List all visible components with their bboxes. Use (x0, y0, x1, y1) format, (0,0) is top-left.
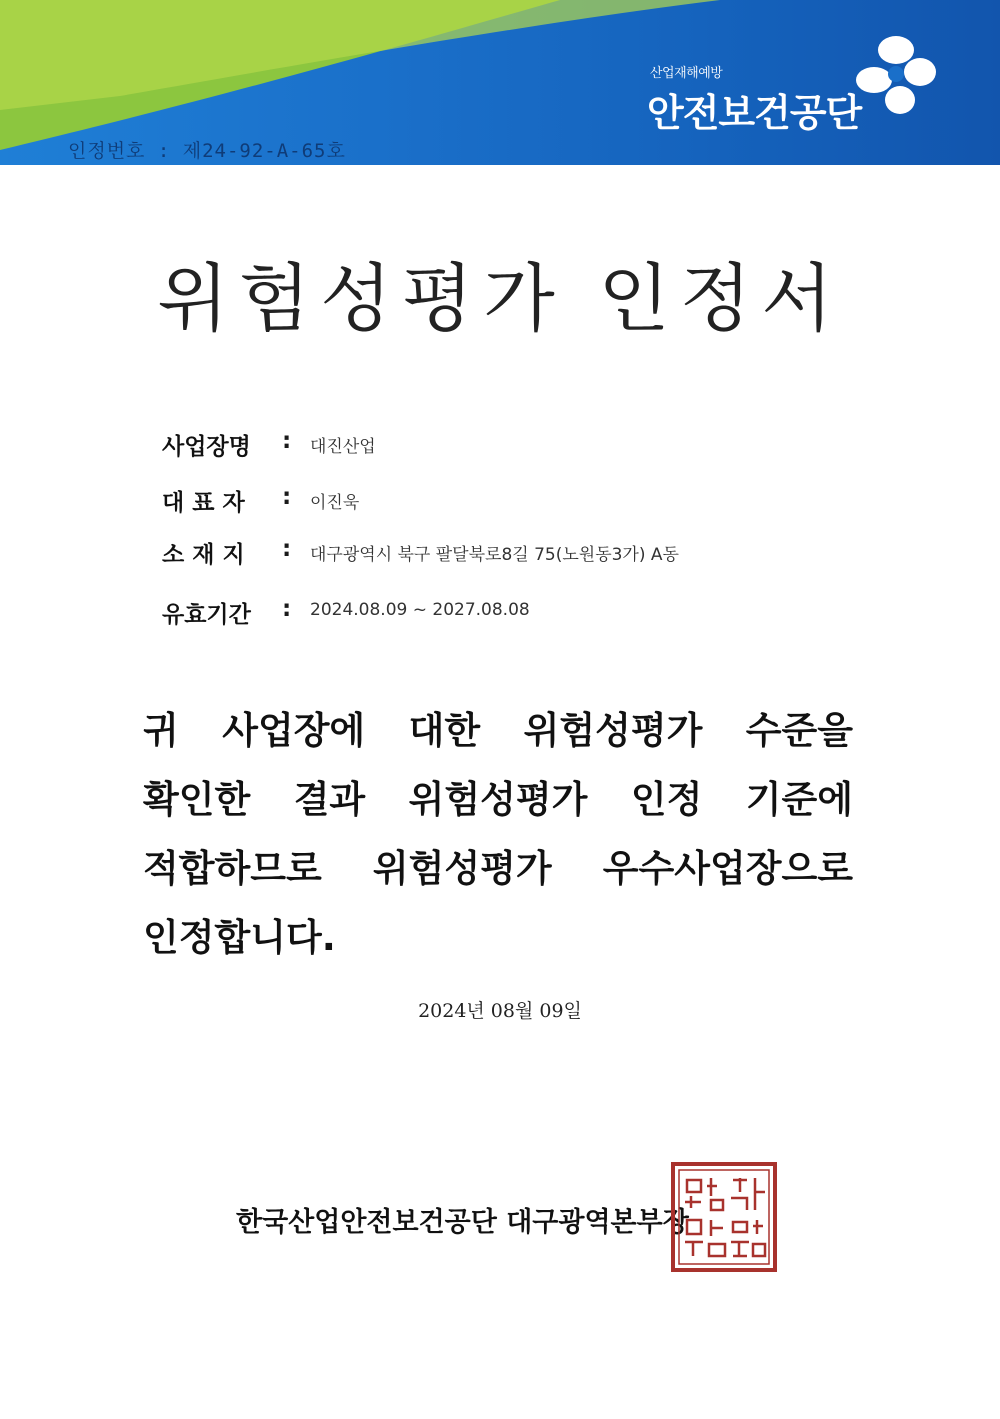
info-colon: : (282, 484, 292, 510)
info-label: 유효기간 (162, 602, 251, 628)
info-label: 소 재 지 (162, 542, 245, 568)
info-colon: : (282, 596, 292, 622)
info-colon: : (282, 536, 292, 562)
org-name: 안전보건공단 (647, 91, 862, 135)
certificate-title: 위험성평가 인정서 (157, 256, 843, 342)
certification-statement (143, 696, 853, 972)
issue-date: 2024년 08월 09일 (418, 1000, 582, 1022)
issuer-name: 한국산업안전보건공단 대구광역본부장 (236, 1207, 689, 1238)
info-value: 대구광역시 북구 팔달북로8길 75(노원동3가) A동 (310, 545, 679, 565)
info-colon: : (282, 428, 292, 454)
certificate-number: 인정번호 : 제24-92-A-65호 (68, 140, 346, 162)
statement-line: 적합하므로 위험성평가 우수사업장으로 (143, 847, 853, 890)
info-value: 2024.08.09 ~ 2027.08.08 (310, 600, 530, 620)
info-value: 대진산업 (310, 437, 376, 457)
statement-line: 인정합니다. (143, 916, 336, 959)
info-label: 사업장명 (162, 434, 251, 460)
statement-line: 귀 사업장에 대한 위험성평가 수준을 (143, 709, 853, 752)
info-label: 대 표 자 (162, 490, 245, 516)
org-subtitle: 산업재해예방 (650, 66, 723, 81)
info-value: 이진욱 (310, 493, 360, 513)
statement-line: 확인한 결과 위험성평가 인정 기준에 (143, 778, 853, 821)
kosha-logo-icon (850, 28, 942, 120)
header-banner (0, 0, 1000, 165)
official-seal-icon (671, 1162, 777, 1272)
